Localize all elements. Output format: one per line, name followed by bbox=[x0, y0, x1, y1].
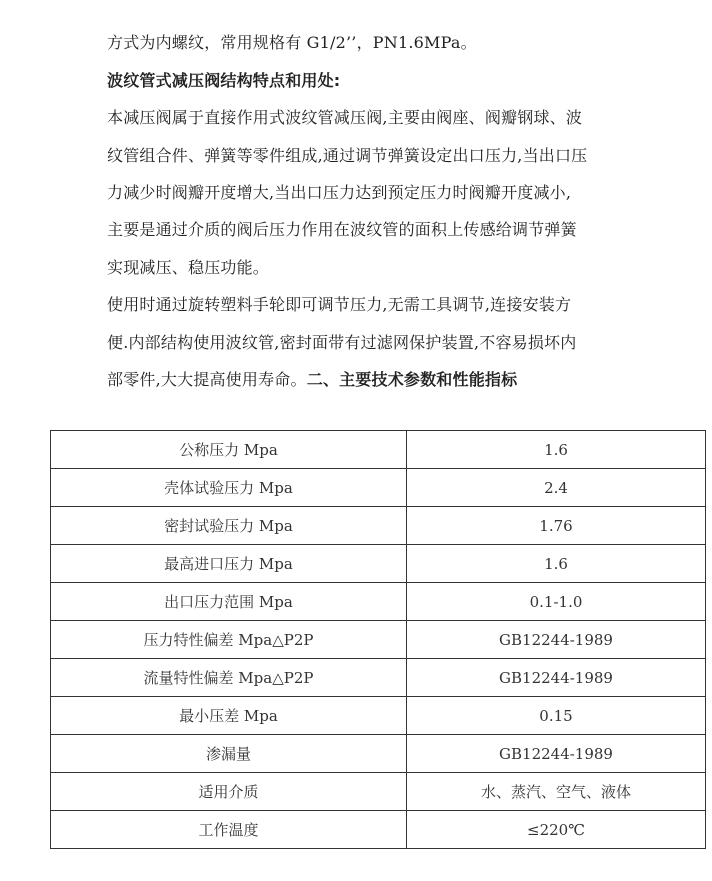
param-name-cell: 公称压力 Mpa bbox=[51, 431, 407, 469]
table-row bbox=[51, 773, 706, 811]
table-row bbox=[51, 507, 706, 545]
param-value-cell: 1.6 bbox=[407, 431, 706, 469]
table-row bbox=[51, 735, 706, 773]
intro-tail-text: 方式为内螺纹，常用规格有 G1/2’’，PN1.6MPa。 bbox=[107, 33, 477, 52]
param-name-cell: 出口压力范围 Mpa bbox=[51, 583, 407, 621]
table-row bbox=[51, 697, 706, 735]
param-name-cell: 密封试验压力 Mpa bbox=[51, 507, 407, 545]
param-name-cell: 渗漏量 bbox=[51, 735, 407, 773]
table-row bbox=[51, 469, 706, 507]
table-row bbox=[51, 545, 706, 583]
param-value-cell: 1.6 bbox=[407, 545, 706, 583]
paragraph2-line: 使用时通过旋转塑料手轮即可调节压力,无需工具调节,连接安装方 bbox=[107, 295, 572, 314]
table-row bbox=[51, 811, 706, 849]
param-name-cell: 最小压差 Mpa bbox=[51, 697, 407, 735]
param-name-cell: 流量特性偏差 Mpa△P2P bbox=[51, 659, 407, 697]
paragraph2-line: 便.内部结构使用波纹管,密封面带有过滤网保护装置,不容易损坏内 bbox=[107, 333, 577, 352]
param-value-cell: GB12244-1989 bbox=[407, 735, 706, 773]
param-name-cell: 适用介质 bbox=[51, 773, 407, 811]
section-heading: 波纹管式减压阀结构特点和用处: bbox=[107, 71, 341, 90]
paragraph1-line: 主要是通过介质的阀后压力作用在波纹管的面积上传感给调节弹簧 bbox=[107, 220, 577, 239]
param-value-cell: ≤220℃ bbox=[407, 811, 706, 849]
paragraph2-tail: 部零件,大大提高使用寿命。 bbox=[107, 370, 307, 389]
param-value-cell: GB12244-1989 bbox=[407, 621, 706, 659]
param-value-cell: 水、蒸汽、空气、液体 bbox=[407, 773, 706, 811]
param-value-cell: GB12244-1989 bbox=[407, 659, 706, 697]
paragraph1-line: 实现减压、稳压功能。 bbox=[107, 258, 270, 277]
section2-heading: 二、主要技术参数和性能指标 bbox=[306, 370, 518, 389]
table-row bbox=[51, 431, 706, 469]
param-name-cell: 工作温度 bbox=[51, 811, 407, 849]
param-name-cell: 最高进口压力 Mpa bbox=[51, 545, 407, 583]
table-row bbox=[51, 583, 706, 621]
paragraph1-line: 力减少时阀瓣开度增大,当出口压力达到预定压力时阀瓣开度减小, bbox=[107, 183, 572, 202]
paragraph1-line: 纹管组合件、弹簧等零件组成,通过调节弹簧设定出口压力,当出口压 bbox=[107, 146, 588, 165]
paragraph1-line: 本减压阀属于直接作用式波纹管减压阀,主要由阀座、阀瓣钢球、波 bbox=[107, 108, 583, 127]
paragraph2-line bbox=[107, 370, 517, 390]
param-value-cell: 1.76 bbox=[407, 507, 706, 545]
table-row bbox=[51, 659, 706, 697]
param-value-cell: 2.4 bbox=[407, 469, 706, 507]
param-value-cell: 0.1-1.0 bbox=[407, 583, 706, 621]
param-name-cell: 壳体试验压力 Mpa bbox=[51, 469, 407, 507]
technical-params-table bbox=[50, 430, 706, 849]
table-row bbox=[51, 621, 706, 659]
param-name-cell: 压力特性偏差 Mpa△P2P bbox=[51, 621, 407, 659]
param-value-cell: 0.15 bbox=[407, 697, 706, 735]
